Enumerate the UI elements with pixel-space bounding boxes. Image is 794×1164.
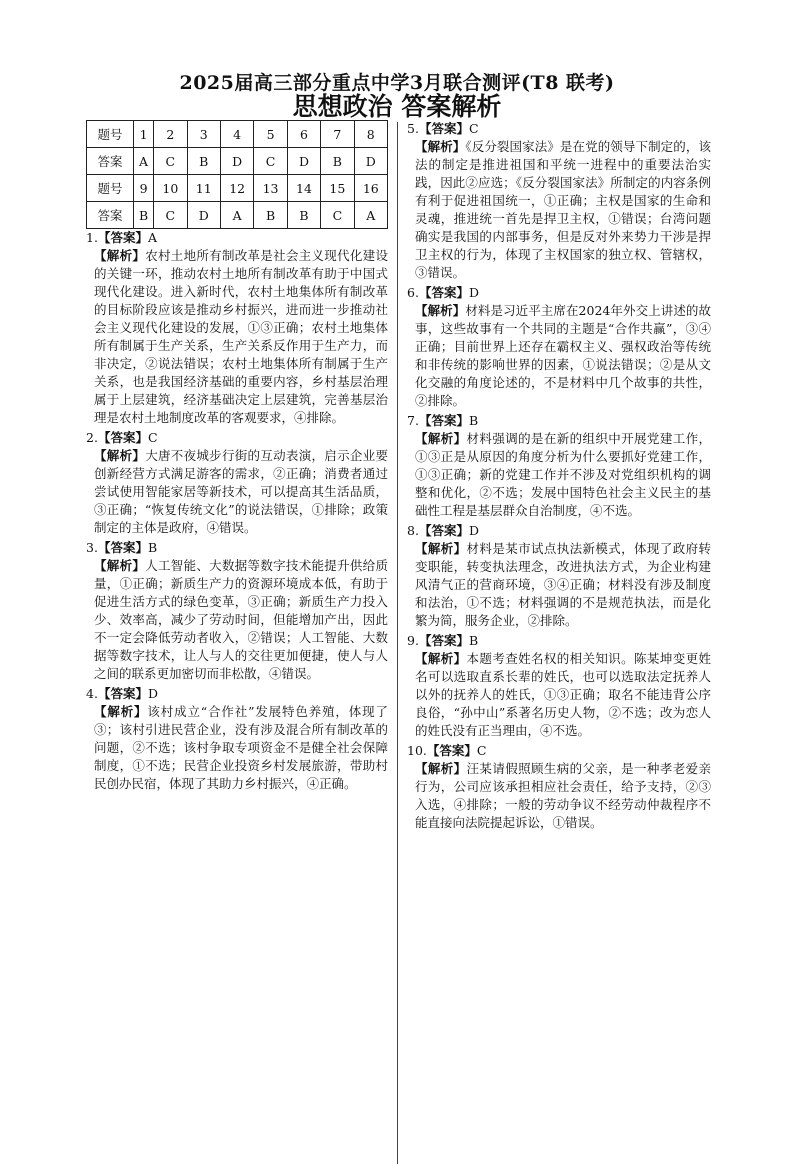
answer-value: B xyxy=(147,540,158,555)
answer-value: D xyxy=(468,285,479,300)
question-answer-line xyxy=(407,284,711,302)
question-number: 4. xyxy=(86,686,98,701)
answer-table-cell: B xyxy=(287,202,320,229)
answer-table-cell: 1 xyxy=(134,121,154,148)
analysis-tag: 【解析】 xyxy=(94,248,146,263)
answer-table-header-cell: 题号 xyxy=(87,175,134,202)
answer-table-cell: 3 xyxy=(187,121,220,148)
answer-tag: 【答案】 xyxy=(97,686,148,701)
question-item xyxy=(407,632,711,742)
answer-table-cell: 14 xyxy=(287,175,320,202)
question-number: 7. xyxy=(407,413,419,428)
question-analysis xyxy=(86,703,388,793)
answer-value: C xyxy=(147,430,158,445)
answer-table-cell: 12 xyxy=(220,175,253,202)
answer-table-cell: 2 xyxy=(154,121,187,148)
answer-table-row xyxy=(87,202,388,229)
question-item xyxy=(407,120,711,284)
question-number: 8. xyxy=(407,523,419,538)
answer-tag: 【答案】 xyxy=(426,743,477,758)
question-analysis xyxy=(407,302,711,410)
analysis-text: 汪某请假照顾生病的父亲，是一种孝老爱亲行为，公司应该承担相应社会责任，给予支持，②③入选，④排除；一般的劳动争议不经劳动仲裁程序不能直接向法院提起诉讼，①错误。 xyxy=(415,761,711,830)
question-answer-line xyxy=(86,685,388,703)
question-item xyxy=(86,539,388,685)
analysis-tag: 【解析】 xyxy=(415,431,467,446)
question-number: 6. xyxy=(407,285,419,300)
question-answer-line xyxy=(86,429,388,447)
question-item xyxy=(407,522,711,632)
answer-table-cell: D xyxy=(187,202,220,229)
answer-table-cell: 9 xyxy=(134,175,154,202)
answer-table-cell: A xyxy=(134,148,154,175)
question-number: 5. xyxy=(407,121,419,136)
answer-table-cell: C xyxy=(154,148,187,175)
answer-table-cell: 16 xyxy=(354,175,387,202)
analysis-text: 《反分裂国家法》是在党的领导下制定的，该法的制定是推进祖国和平统一进程中的重要法治实践，因此②应选；《反分裂国家法》所制定的内容条例有利于促进祖国统一，①正确；主权是国家的生命和灵魂，推进统一首先是捍卫主权，①错误；台湾问题确实是我国的内部事务，但是反对外来势力干涉是捍卫主权的行为，体现了主权国家的独立权、管辖权，③错误。 xyxy=(415,139,711,280)
analysis-tag: 【解析】 xyxy=(415,541,467,556)
answer-table-cell: 6 xyxy=(287,121,320,148)
question-item xyxy=(86,229,388,429)
analysis-text: 材料是某市试点执法新模式，体现了政府转变职能，转变执法理念，改进执法方式，为企业构建风清气正的营商环境，③④正确；材料没有涉及制度和法治，①不选；材料强调的不是规范执法，而是化繁为简，服务企业，②排除。 xyxy=(415,541,711,628)
answer-table-cell: 5 xyxy=(254,121,287,148)
answer-tag: 【答案】 xyxy=(97,230,148,245)
answer-table-cell: C xyxy=(154,202,187,229)
answer-table-cell: C xyxy=(254,148,287,175)
answer-table-header-cell: 答案 xyxy=(87,202,134,229)
answer-table-cell: B xyxy=(187,148,220,175)
answer-value: A xyxy=(147,230,157,245)
question-number: 9. xyxy=(407,633,419,648)
analysis-tag: 【解析】 xyxy=(94,448,146,463)
answer-table-row xyxy=(87,175,388,202)
answer-table-cell: D xyxy=(354,148,387,175)
analysis-text: 材料强调的是在新的组织中开展党建工作，①③正是从原因的角度分析为什么要抓好党建工作，①③正确；新的党建工作并不涉及对党组织机构的调整和优化，②不选；发展中国特色社会主义民主的基础性工程是基层群众自治制度，④不选。 xyxy=(415,431,711,518)
answer-table-cell: 7 xyxy=(321,121,354,148)
analysis-tag: 【解析】 xyxy=(415,303,466,318)
question-analysis xyxy=(86,447,388,537)
answer-table-cell: 15 xyxy=(321,175,354,202)
analysis-tag: 【解析】 xyxy=(94,558,146,573)
answer-value: D xyxy=(147,686,158,701)
answer-table-cell: 13 xyxy=(254,175,287,202)
answer-table-header-cell: 答案 xyxy=(87,148,134,175)
column-divider xyxy=(397,122,398,1164)
question-number: 2. xyxy=(86,430,98,445)
answer-table xyxy=(86,120,388,229)
question-spacer xyxy=(86,793,388,795)
question-item xyxy=(86,429,388,539)
analysis-tag: 【解析】 xyxy=(415,651,467,666)
question-analysis xyxy=(407,430,711,520)
question-item xyxy=(407,284,711,412)
answer-table-cell: 8 xyxy=(354,121,387,148)
analysis-text: 农村土地所有制改革是社会主义现代化建设的关键一环，推动农村土地所有制改革有助于中国式现代化建设。进入新时代，农村土地集体所有制改革的目标阶段应该是推动乡村振兴，进而进一步推动社会主义现代化建设的发展，①③正确；农村土地集体所有制属于生产关系，生产关系反作用于生产力，而非决定，②说法错误；农村土地集体所有制属于生产关系，也是我国经济基础的重要内容，乡村基层治理属于上层建筑，经济基础决定上层建筑，完善基层治理是农村土地制度改革的客观要求，④排除。 xyxy=(94,248,388,425)
answer-table-cell: A xyxy=(220,202,253,229)
answer-table-cell: 10 xyxy=(154,175,187,202)
analysis-text: 该村成立“合作社”发展特色养殖，体现了③；该村引进民营企业，没有涉及混合所有制改革的问题，②不选；该村争取专项资金不是健全社会保障制度，①不选；民营企业投资乡村发展旅游，带助村民创办民宿，体现了其助力乡村振兴，④正确。 xyxy=(94,704,388,791)
answer-table-cell: A xyxy=(354,202,387,229)
answer-table-cell: B xyxy=(134,202,154,229)
answer-value: C xyxy=(468,121,479,136)
answer-tag: 【答案】 xyxy=(418,121,469,136)
question-answer-line xyxy=(407,412,711,430)
answer-value: B xyxy=(468,413,479,428)
question-answer-line xyxy=(407,742,711,760)
page-title: 2025届高三部分重点中学3月联合测评(T8 联考) xyxy=(179,72,615,94)
answer-table-cell: B xyxy=(254,202,287,229)
page-subtitle: 思想政治 答案解析 xyxy=(292,92,502,121)
question-number: 3. xyxy=(86,540,98,555)
right-question-list xyxy=(407,120,711,834)
question-item xyxy=(407,412,711,522)
question-spacer xyxy=(407,832,711,834)
analysis-text: 材料是习近平主席在2024年外交上讲述的故事，这些故事有一个共同的主题是“合作共赢”，③④正确；目前世界上还存在霸权主义、强权政治等传统和非传统的影响世界的因素，①说法错误；②是从文化交融的角度论述的，不是材料中几个故事的共性，②排除。 xyxy=(415,303,711,408)
question-answer-line xyxy=(86,229,388,247)
answer-value: B xyxy=(468,633,479,648)
answer-table-cell: 4 xyxy=(220,121,253,148)
analysis-tag: 【解析】 xyxy=(415,761,467,776)
question-item xyxy=(407,742,711,834)
answer-table-cell: C xyxy=(321,202,354,229)
analysis-text: 大唐不夜城步行街的互动表演，启示企业要创新经营方式满足游客的需求，②正确；消费者通过尝试使用智能家居等新技术，可以提高其生活品质，③正确；“恢复传统文化”的说法错误，①排除；政策制定的主体是政府，④错误。 xyxy=(94,448,388,535)
question-number: 10. xyxy=(407,743,427,758)
answer-table-cell: B xyxy=(321,148,354,175)
question-analysis xyxy=(407,540,711,630)
question-answer-line xyxy=(407,632,711,650)
analysis-text: 本题考查姓名权的相关知识。陈某坤变更姓名可以选取直系长辈的姓氏，也可以选取法定抚养人以外的抚养人的姓氏，①③正确；取名不能违背公序良俗，“孙中山”系著名历史人物，②不选；改为恋人的姓氏没有正当理由，④不选。 xyxy=(415,651,711,738)
answer-table-row xyxy=(87,148,388,175)
answer-value: D xyxy=(468,523,479,538)
answer-table-header-cell: 题号 xyxy=(87,121,134,148)
answer-table-cell: D xyxy=(220,148,253,175)
right-column xyxy=(407,120,711,834)
answer-tag: 【答案】 xyxy=(97,430,148,445)
answer-tag: 【答案】 xyxy=(418,633,469,648)
answer-value: C xyxy=(476,743,487,758)
question-answer-line xyxy=(407,120,711,138)
question-analysis xyxy=(86,247,388,427)
question-item xyxy=(86,685,388,795)
left-column xyxy=(86,120,388,795)
question-analysis xyxy=(407,650,711,740)
left-question-list xyxy=(86,229,388,795)
answer-table-cell: 11 xyxy=(187,175,220,202)
question-analysis xyxy=(407,138,711,282)
answer-tag: 【答案】 xyxy=(418,523,469,538)
question-analysis xyxy=(86,557,388,683)
analysis-text: 人工智能、大数据等数字技术能提升供给质量，①正确；新质生产力的资源环境成本低，有助于促进生活方式的绿色变革，③正确；新质生产力投入少、效率高，减少了劳动时间，但能增加产出，因此不一定会降低劳动者收入，②错误；人工智能、大数据等数字技术，让人与人的交往更加便捷，使人与人之间的联系更加密切而非松散，④错误。 xyxy=(94,558,388,681)
question-answer-line xyxy=(407,522,711,540)
answer-table-row xyxy=(87,121,388,148)
analysis-tag: 【解析】 xyxy=(94,704,148,719)
question-answer-line xyxy=(86,539,388,557)
analysis-tag: 【解析】 xyxy=(415,139,466,154)
answer-tag: 【答案】 xyxy=(418,413,469,428)
question-number: 1. xyxy=(86,230,98,245)
question-analysis xyxy=(407,760,711,832)
answer-tag: 【答案】 xyxy=(418,285,469,300)
answer-tag: 【答案】 xyxy=(97,540,148,555)
answer-table-cell: D xyxy=(287,148,320,175)
